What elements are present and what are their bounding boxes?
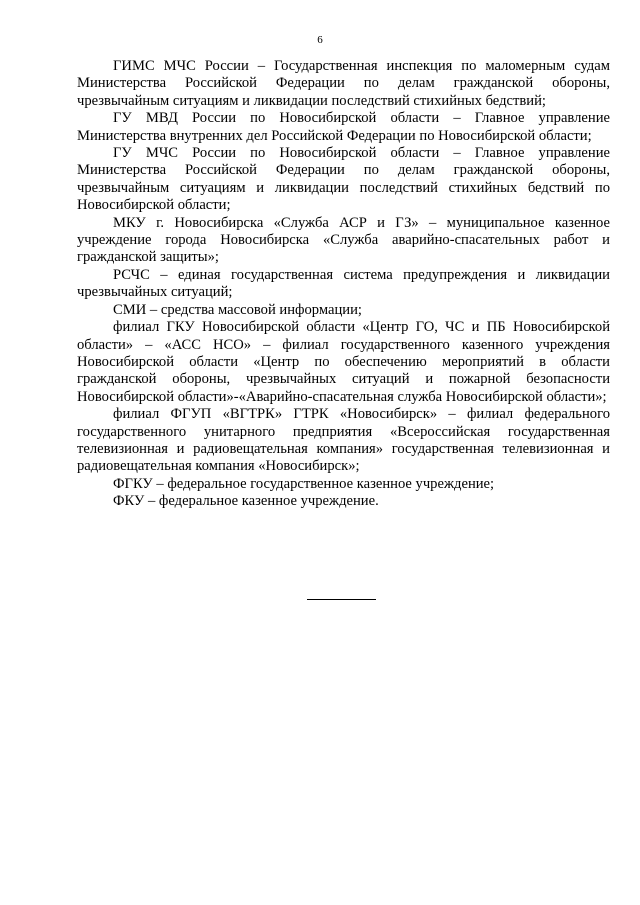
abbreviation-fgku: ФГКУ – федеральное государственное казенное учреждение; [113, 475, 495, 492]
abbreviations-list [77, 58, 610, 511]
abbreviation-gims: ГИМС МЧС России – Государственная инспекция по маломерным судам Министерства Российской Федерации по делам гражданской обороны, чрезвычайным ситуациям и ликвидации последствий стихийных бедствий; [77, 58, 610, 109]
abbreviation-vgtrk: филиал ФГУП «ВГТРК» ГТРК «Новосибирск» – филиал федерального государственного унитарного предприятия «Всероссийская государственная телевизионная и радиовещательная компания» государственная телевизионная и радиовещательная компания «Новосибирск»; [77, 406, 610, 475]
abbreviation-gu-mchs: ГУ МЧС России по Новосибирской области – Главное управление Министерства Российской Федерации по делам гражданской обороны, чрезвычайным ситуациям и ликвидации последствий стихийных бедствий по Новосибирской области; [77, 145, 610, 214]
page-number: 6 [317, 34, 323, 46]
abbreviation-ass-nso: филиал ГКУ Новосибирской области «Центр ГО, ЧС и ПБ Новосибирской области» – «АСС НСО» – филиал государственного казенного учреждения Новосибирской области «Центр по обеспечению мероприятий в области гражданской обороны, чрезвычайных ситуаций и пожарной безопасности Новосибирской области»-«Аварийно-спасательная служба Новосибирской области»; [77, 319, 610, 405]
abbreviation-rschs: РСЧС – единая государственная система предупреждения и ликвидации чрезвычайных ситуаций; [77, 266, 610, 301]
end-divider [307, 599, 376, 600]
abbreviation-fku: ФКУ – федеральное казенное учреждение. [113, 493, 379, 510]
abbreviation-mku-asr-gz: МКУ г. Новосибирска «Служба АСР и ГЗ» – муниципальное казенное учреждение города Новосибирска «Служба аварийно-спасательных работ и гражданской защиты»; [77, 214, 610, 266]
abbreviation-gu-mvd: ГУ МВД России по Новосибирской области – Главное управление Министерства внутренних дел Российской Федерации по Новосибирской области; [77, 110, 610, 144]
abbreviation-smi: СМИ – средства массовой информации; [113, 301, 362, 318]
